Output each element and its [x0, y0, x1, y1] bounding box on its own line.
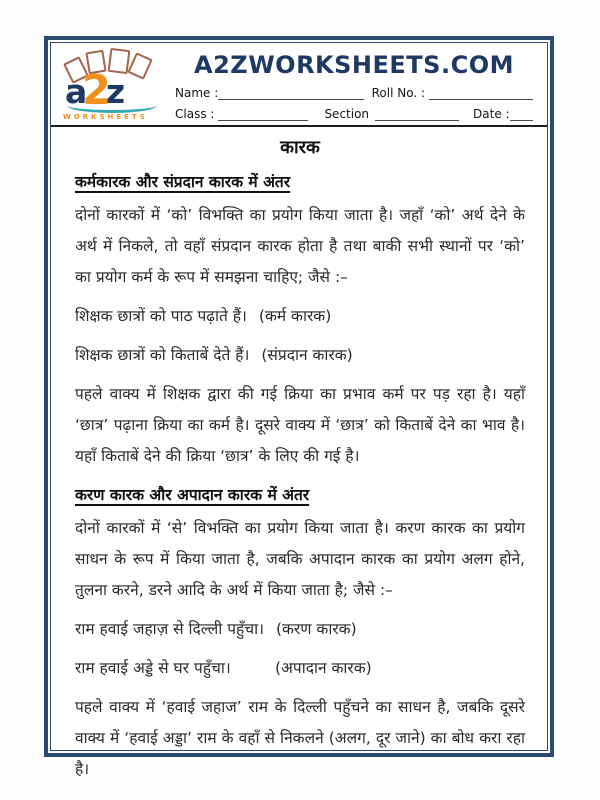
example-case-label: (अपादान कारक)	[275, 659, 372, 677]
example-sentence: राम हवाई अड्डे से घर पहुँचा।	[75, 659, 231, 677]
page-border-frame	[44, 36, 554, 778]
section1-heading: कर्मकारक और संप्रदान कारक में अंतर	[75, 173, 291, 191]
logo-letter-2: 2	[82, 66, 111, 114]
section2-explanation: पहले वाक्य में ‘हवाई जहाज’ राम के दिल्ली पहुँचने का साधन है, जबकि दूसरे वाक्य में ‘हवाई अड्डा’ राम के वहाँ से निकलने (अलग, दूर जाने) का बोध करा रहा है।	[75, 698, 525, 778]
section1-intro: दोनों कारकों में ‘को’ विभक्ति का प्रयोग किया जाता है। जहाँ ‘को’ अर्थ देने के अर्थ में निकले, तो वहाँ संप्रदान कारक होता है तथा बाकी सभी स्थानों पर ‘को’ का प्रयोग कर्म के रूप में समझना चाहिए; जैसे :–	[75, 206, 525, 286]
logo-swoosh-icon	[67, 98, 157, 113]
logo-subtext: WORKSHEETS	[63, 113, 148, 121]
example-case-label: (करण कारक)	[275, 620, 357, 638]
section-label: Section	[324, 107, 370, 121]
logo-letter-a: a	[65, 72, 88, 111]
logo-letter-z: z	[105, 72, 126, 111]
name-label: Name :	[175, 86, 219, 100]
example-sentence: राम हवाई जहाज़ से दिल्ली पहुँचा।	[75, 620, 264, 638]
example-sentence: शिक्षक छात्रों को पाठ पढ़ाते हैं।	[75, 307, 247, 325]
example-row	[75, 653, 525, 684]
name-blank-line	[218, 86, 363, 100]
example-row	[75, 614, 525, 645]
class-blank-line	[218, 107, 308, 121]
roll-blank-line	[429, 86, 533, 100]
class-section-date-row	[175, 107, 533, 121]
header	[51, 43, 547, 127]
a2z-logo	[61, 49, 165, 125]
worksheet-content	[51, 127, 547, 785]
date-label: Date :	[473, 107, 510, 121]
example-case-label: (संप्रदान कारक)	[261, 346, 353, 364]
class-label: Class :	[175, 107, 215, 121]
example-row	[75, 301, 525, 332]
section1-explanation: पहले वाक्य में शिक्षक द्वारा की गई क्रिया का प्रभाव कर्म पर पड़ रहा है। यहाँ ‘छात्र’ पढ़ाना क्रिया का कर्म है। दूसरे वाक्य में ‘छात्र’ को किताबें देने का भाव है। यहाँ किताबें देने की क्रिया ‘छात्र’ के लिए की गई है।	[75, 385, 525, 465]
example-row	[75, 340, 525, 371]
name-roll-row	[175, 86, 533, 100]
section-blank-line	[375, 107, 459, 121]
page-inner-border	[50, 42, 548, 778]
worksheet-title: कारक	[280, 137, 320, 158]
logo-paper-icon	[127, 52, 152, 79]
roll-label: Roll No. :	[371, 86, 425, 100]
header-right	[165, 49, 537, 125]
site-title: A2ZWORKSHEETS.COM	[194, 51, 514, 79]
date-blank-line	[510, 107, 533, 121]
example-case-label: (कर्म कारक)	[258, 307, 332, 325]
example-sentence: शिक्षक छात्रों को किताबें देते हैं।	[75, 346, 250, 364]
section2-heading: करण कारक और अपादान कारक में अंतर	[75, 486, 310, 504]
section2-intro: दोनों कारकों में ‘से’ विभक्ति का प्रयोग किया जाता है। करण कारक का प्रयोग साधन के रूप में किया जाता है, जबकि अपादान कारक का प्रयोग अलग होने, तुलना करने, डरने आदि के अर्थ में किया जाता है; जैसे :–	[75, 519, 525, 599]
